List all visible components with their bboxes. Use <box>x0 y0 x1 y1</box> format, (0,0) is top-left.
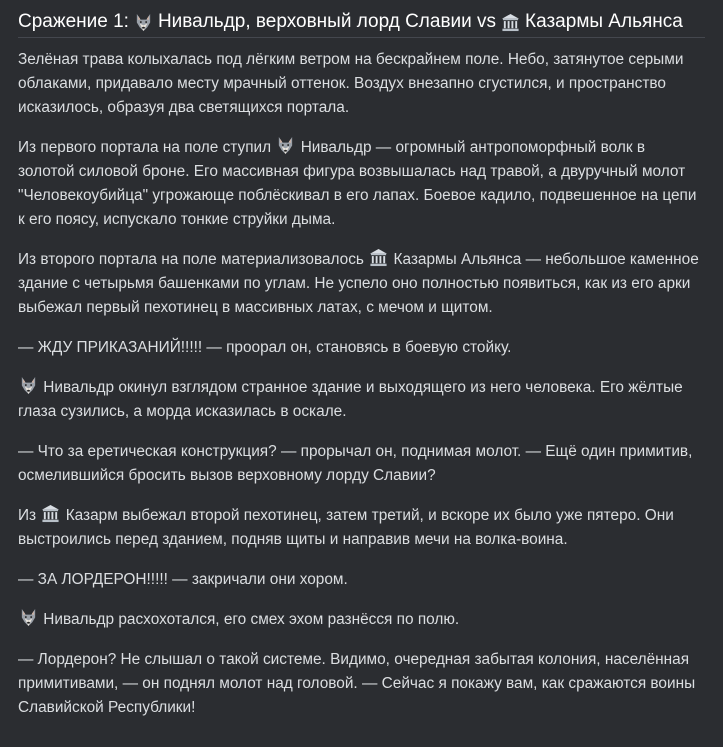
wolf-icon <box>276 136 295 155</box>
wolf-icon <box>19 608 38 627</box>
classical-building-icon <box>501 13 520 32</box>
classical-building-icon <box>41 504 60 523</box>
story-body <box>18 48 705 720</box>
story-paragraph <box>18 376 705 424</box>
paragraph-lead-text: Из первого портала на поле ступил <box>18 139 272 156</box>
story-paragraph <box>18 248 705 320</box>
paragraph-text: Казармы Альянса — небольшое каменное здание с четырьмя башенками по углам. Не успело оно полностью появиться, как из его арки выбежал первый пехотинец в массивных латах, с мечом и щитом. <box>18 251 699 316</box>
story-paragraph <box>18 336 705 360</box>
paragraph-text: — ЗА ЛОРДЕРОН!!!!! — закричали они хором. <box>18 571 348 588</box>
paragraph-text: — Лордерон? Не слышал о такой системе. Видимо, очередная забытая колония, населённая примитивами, — он поднял молот над головой. — Сейчас я покажу вам, как сражаются воины Славийской Республики! <box>18 651 696 716</box>
title-prefix: Сражение 1: <box>18 11 129 32</box>
paragraph-text: — ЖДУ ПРИКАЗАНИЙ!!!!! — проорал он, становясь в боевую стойку. <box>18 339 512 356</box>
title-combatant-two: Казармы Альянса <box>525 11 683 32</box>
story-paragraph <box>18 136 705 232</box>
paragraph-text: Нивальдр окинул взглядом странное здание и выходящего из него человека. Его жёлтые глаза сузились, а морда исказилась в оскале. <box>18 379 683 420</box>
paragraph-text: Зелёная трава колыхалась под лёгким ветром на бескрайнем поле. Небо, затянутое серыми облаками, придавало месту мрачный оттенок. Воздух внезапно сгустился, и пространство исказилось, образуя два светящихся портала. <box>18 51 684 116</box>
story-paragraph <box>18 608 705 632</box>
wolf-icon <box>19 376 38 395</box>
story-paragraph <box>18 504 705 552</box>
paragraph-lead-text: Из второго портала на поле материализовалось <box>18 251 364 268</box>
wolf-icon <box>134 13 153 32</box>
paragraph-lead-text: Из <box>18 507 37 524</box>
battle-title <box>18 10 705 38</box>
title-combatant-one: Нивальдр, верховный лорд Славии vs <box>157 11 497 32</box>
classical-building-icon <box>369 248 388 267</box>
paragraph-text: — Что за еретическая конструкция? — прорычал он, поднимая молот. — Ещё один примитив, осмелившийся бросить вызов верховному лорду Славии? <box>18 443 693 484</box>
story-paragraph <box>18 568 705 592</box>
story-paragraph <box>18 648 705 720</box>
story-paragraph <box>18 440 705 488</box>
paragraph-text: Казарм выбежал второй пехотинец, затем третий, и вскоре их было уже пятеро. Они выстроились перед зданием, подняв щиты и направив мечи на волка-воина. <box>18 507 674 548</box>
paragraph-text: Нивальдр расхохотался, его смех эхом разнёсся по полю. <box>43 611 460 628</box>
story-paragraph <box>18 48 705 120</box>
paragraph-text: Нивальдр — огромный антропоморфный волк в золотой силовой броне. Его массивная фигура возвышалась над травой, а двуручный молот "Человекоубийца" угрожающе поблёскивал в его лапах. Боевое кадило, подвешенное на цепи к его поясу, испускало тонкие струйки дыма. <box>18 139 697 228</box>
